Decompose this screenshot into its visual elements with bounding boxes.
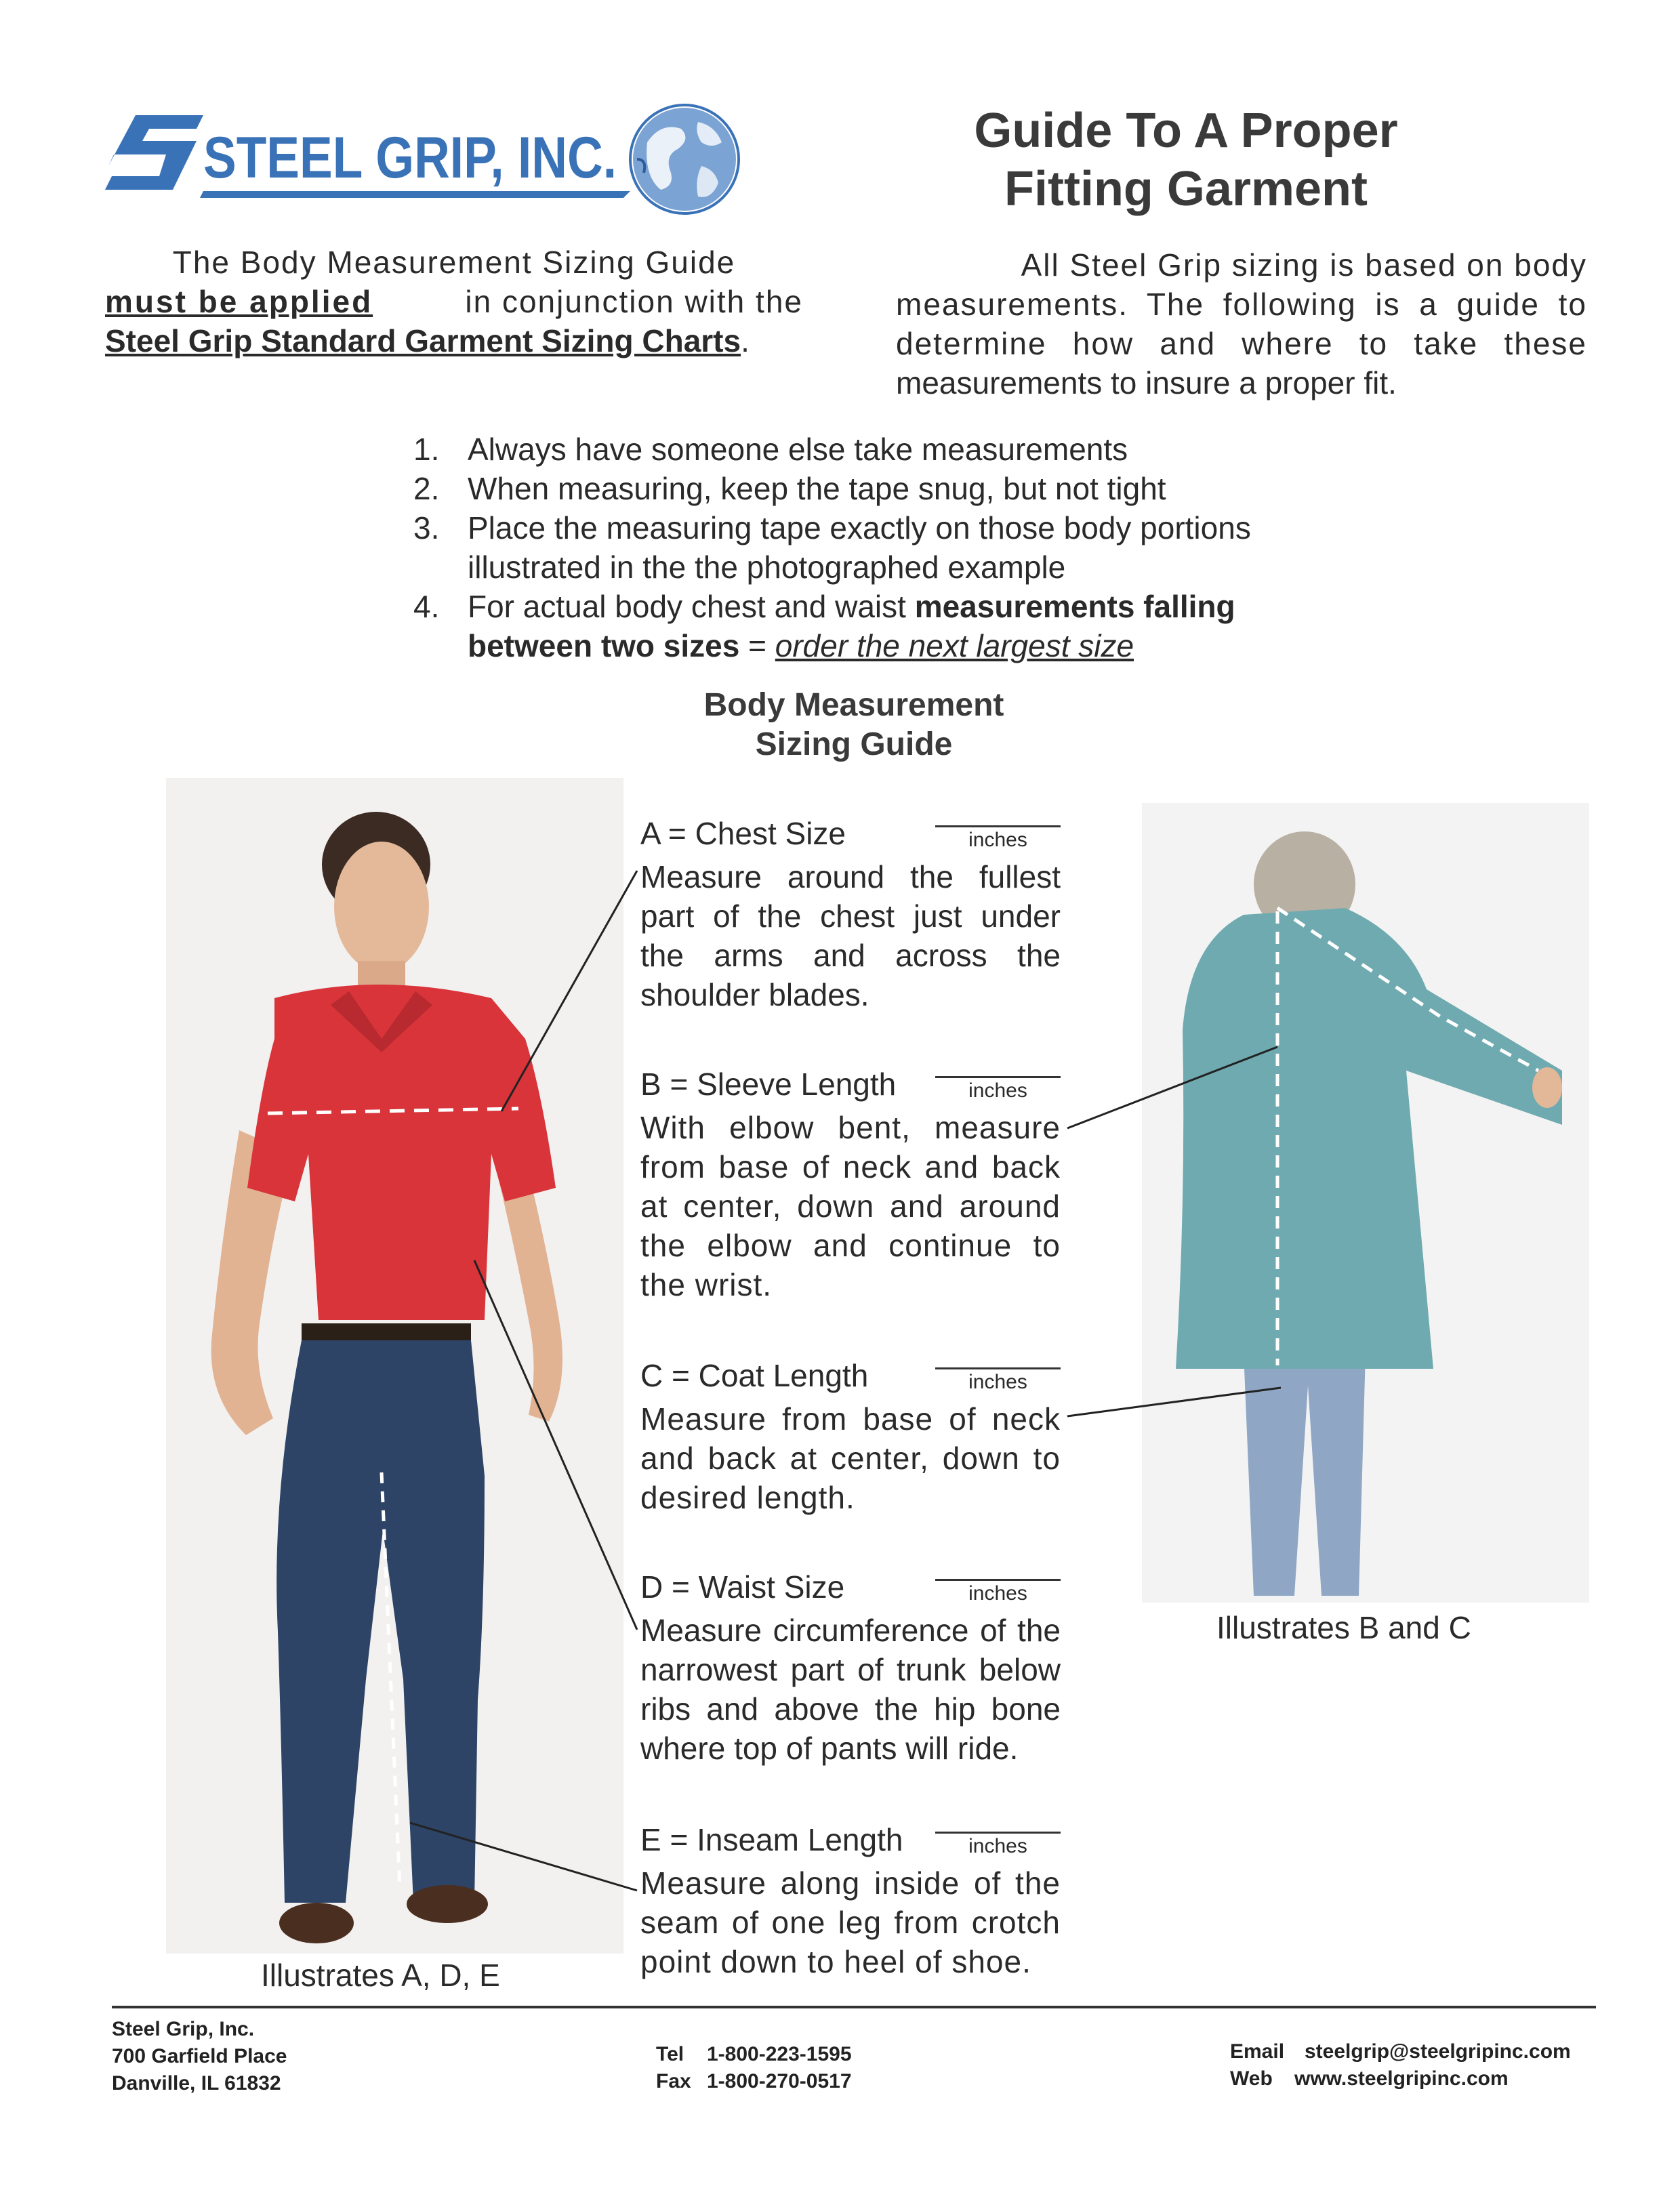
globe-icon <box>630 105 739 213</box>
measurement-desc: With elbow bent, measure from base of neck and back at center, down and around the elbow and continue to the wrist. <box>640 1110 1061 1302</box>
logo-text: STEEL GRIP, INC. <box>203 125 617 190</box>
email-link[interactable]: steelgrip@steelgripinc.com <box>1305 2040 1571 2063</box>
footer-divider <box>112 2006 1596 2008</box>
measurement-desc: Measure from base of neck and back at center, down to desired length. <box>640 1401 1061 1515</box>
intro-left <box>105 243 803 360</box>
measurement-c <box>640 1335 1061 1517</box>
man-shoe-left <box>279 1903 354 1943</box>
measurement-a <box>640 793 1061 1014</box>
rule-text <box>468 587 1235 665</box>
measurement-label: B = Sleeve Length <box>640 1067 897 1102</box>
measurement-desc: Measure along inside of the seam of one leg from crotch point down to heel of shoe. <box>640 1865 1061 1979</box>
measurement-blank: inches <box>935 1076 1061 1104</box>
in-conjunction: in conjunction with the <box>465 284 803 319</box>
measurement-label: E = Inseam Length <box>640 1822 903 1857</box>
measurement-label: D = Waist Size <box>640 1569 845 1605</box>
man-belt <box>302 1323 471 1342</box>
tel-number[interactable]: 1-800-223-1595 <box>707 2043 852 2065</box>
page-title <box>901 102 1471 218</box>
intro-right-line2: measurements. The following is a guide to <box>896 287 1587 322</box>
measurement-blank: inches <box>935 825 1061 853</box>
woman-jeans <box>1244 1352 1366 1596</box>
intro-right <box>896 245 1587 402</box>
email-label: Email <box>1230 2040 1285 2063</box>
measurement-rules-list <box>413 430 1294 665</box>
list-item <box>413 430 1294 469</box>
rule-number: 3. <box>413 510 440 545</box>
rule-text-part: For actual body chest and waist <box>468 589 906 624</box>
measurement-b <box>640 1044 1061 1304</box>
charts-period: . <box>741 323 751 358</box>
footer-contact <box>1230 2038 1571 2092</box>
rule-bold-part: measurements falling <box>914 589 1235 624</box>
sizing-charts-reference: Steel Grip Standard Garment Sizing Charts <box>105 323 741 358</box>
rule-text: Always have someone else take measurements <box>468 432 1128 467</box>
rule-emphasis: order the next largest size <box>775 628 1134 663</box>
intro-left-line1: The Body Measurement Sizing Guide <box>172 245 736 280</box>
rule-equals: = <box>748 628 766 663</box>
intro-right-line4: measurements to insure a proper fit. <box>896 365 1397 400</box>
footer-city: Danville, IL 61832 <box>112 2072 281 2094</box>
web-link[interactable]: www.steelgripinc.com <box>1294 2067 1509 2090</box>
logo-swoosh <box>200 191 630 198</box>
measurement-label: C = Coat Length <box>640 1358 869 1393</box>
list-item <box>413 587 1294 665</box>
man-head <box>334 842 429 972</box>
man-jeans <box>276 1340 485 1903</box>
rule-number: 4. <box>413 589 440 624</box>
fax-number: 1-800-270-0517 <box>707 2070 852 2092</box>
measurement-label: A = Chest Size <box>640 816 846 851</box>
intro-right-line1: All Steel Grip sizing is based on body <box>1021 247 1587 283</box>
list-item <box>413 469 1294 508</box>
rule-text <box>468 508 1251 587</box>
web-label: Web <box>1230 2067 1273 2090</box>
rule-bold-part: between two sizes <box>468 628 740 663</box>
logo-s-emblem <box>105 115 203 190</box>
footer-street: 700 Garfield Place <box>112 2045 287 2067</box>
tel-label: Tel <box>656 2043 684 2065</box>
man-shoe-right <box>407 1885 488 1923</box>
fax-label: Fax <box>656 2070 691 2092</box>
section-title <box>678 686 1030 764</box>
rule-text-line1: Place the measuring tape exactly on those body portions <box>468 510 1251 545</box>
section-title-line1: Body Measurement <box>703 687 1004 723</box>
measurement-desc: Measure circumference of the narrowest part of trunk below ribs and above the hip bone where top of pants will ride. <box>640 1613 1061 1766</box>
rule-number: 1. <box>413 432 440 467</box>
measurement-blank: inches <box>935 1832 1061 1859</box>
measurement-blank: inches <box>935 1579 1061 1607</box>
rule-text-line2: illustrated in the the photographed example <box>468 550 1066 585</box>
list-item <box>413 508 1294 587</box>
title-line-2: Fitting Garment <box>1004 162 1368 216</box>
must-be-applied: must be applied <box>105 284 373 319</box>
photo-man-front <box>166 778 623 1954</box>
intro-left-row2 <box>105 282 803 321</box>
caption-right: Illustrates B and C <box>1216 1610 1471 1645</box>
caption-left: Illustrates A, D, E <box>261 1958 500 1993</box>
steel-grip-logo <box>102 102 745 217</box>
rule-text: When measuring, keep the tape snug, but not tight <box>468 471 1166 506</box>
section-title-line2: Sizing Guide <box>755 726 953 762</box>
woman-hand <box>1532 1067 1562 1108</box>
measurement-desc: Measure around the fullest part of the chest just under the arms and across the shoulder blades. <box>640 859 1061 1012</box>
rule-number: 2. <box>413 471 440 506</box>
measurement-e <box>640 1799 1061 1981</box>
footer-company: Steel Grip, Inc. <box>112 2018 255 2040</box>
measurement-d <box>640 1546 1061 1768</box>
woman-jacket <box>1176 908 1562 1369</box>
man-shirt <box>247 985 556 1320</box>
photo-woman-back <box>1142 803 1589 1603</box>
footer-phone <box>656 2041 852 2095</box>
intro-left-row3 <box>105 321 803 360</box>
intro-right-line3: determine how and where to take these <box>896 326 1587 361</box>
title-line-1: Guide To A Proper <box>974 104 1398 158</box>
footer-address <box>112 2016 287 2097</box>
measurement-blank: inches <box>935 1367 1061 1395</box>
